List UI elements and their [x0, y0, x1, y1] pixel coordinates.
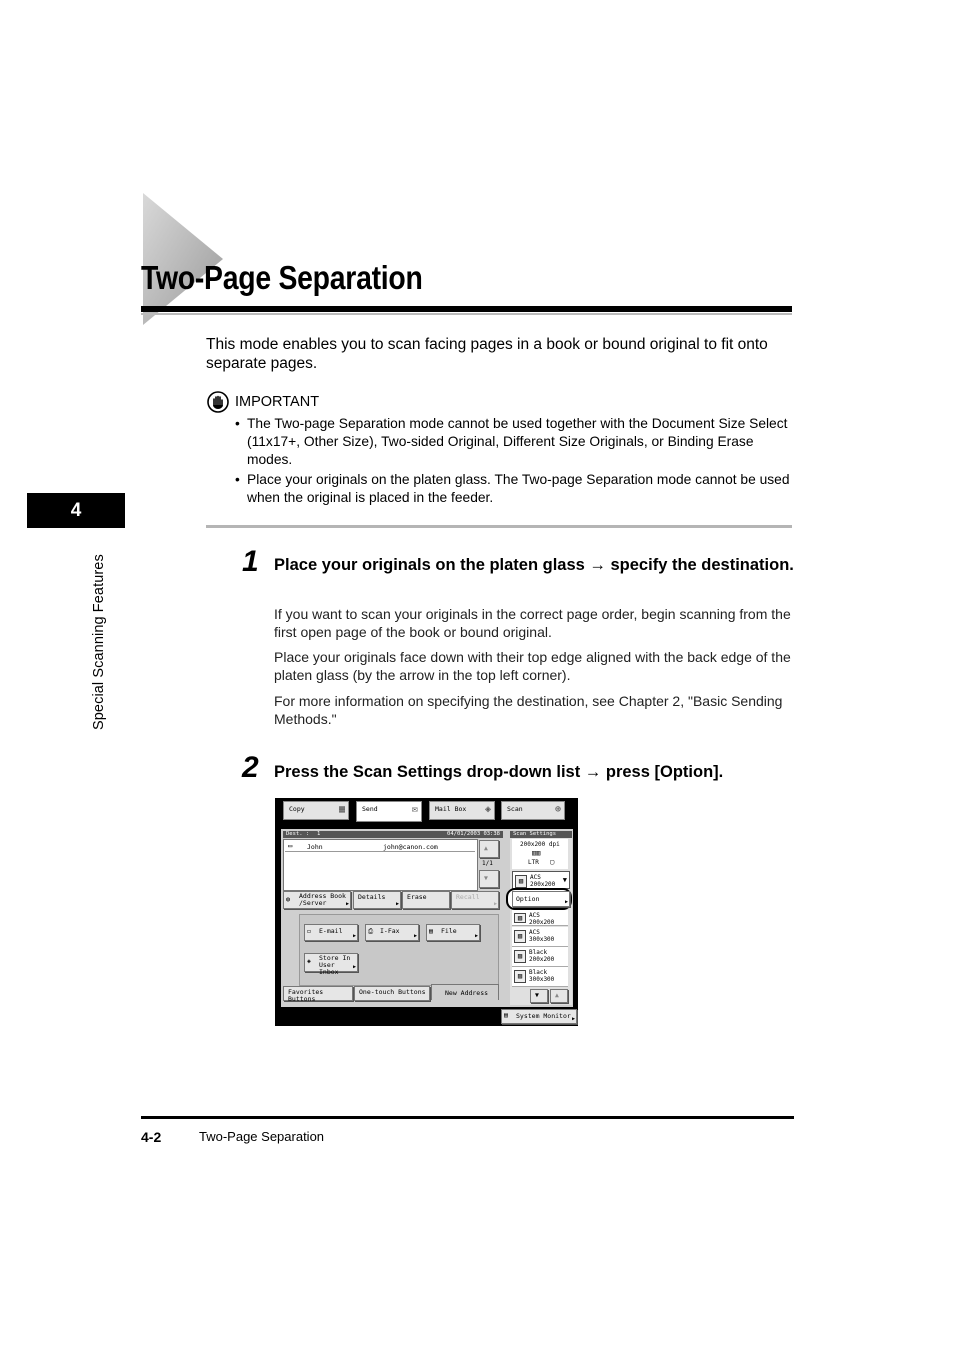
scan-setting-item[interactable]: [512, 910, 568, 926]
chapter-tab: [27, 493, 125, 528]
inbox-icon: ◈: [307, 957, 311, 965]
page-number: 4-2: [141, 1129, 162, 1145]
original-type-icon: ▥▥: [532, 849, 541, 857]
up-arrow-icon: ▲: [484, 844, 488, 852]
tab-send[interactable]: [356, 801, 422, 822]
destination-row[interactable]: [285, 841, 475, 852]
scan-setting-item[interactable]: [512, 947, 568, 967]
destination-list: [283, 839, 478, 891]
chapter-number: 4: [70, 499, 82, 521]
step-number: 1: [242, 545, 259, 578]
tab-label: Scan: [507, 805, 523, 813]
email-button[interactable]: [304, 924, 358, 941]
arrow-icon: ▶: [345, 901, 349, 907]
important-hand-icon: [207, 391, 229, 413]
step-paragraph: Place your originals face down with their top edge aligned with the back edge of the platen glass (by the arrow in the top left corner).: [274, 649, 791, 683]
dest-label: Dest. :: [286, 831, 310, 837]
file-icon: ▤: [429, 927, 433, 935]
tab-mail-box[interactable]: [429, 801, 495, 820]
button-label: Address Book /Server: [299, 892, 346, 907]
scroll-up-button[interactable]: [550, 989, 568, 1003]
arrow-icon: ▶: [564, 899, 568, 905]
item-label: ACS 300x300: [529, 929, 555, 943]
mailbox-icon: ◈: [484, 804, 491, 815]
book-icon: ◍: [286, 895, 290, 903]
acs-icon: ▧: [515, 875, 527, 888]
button-label: System Monitor: [516, 1012, 571, 1020]
title-rule: [141, 306, 792, 312]
footer-rule: [141, 1116, 794, 1119]
scan-setting-item[interactable]: [512, 927, 568, 947]
fax-icon: ⎙: [368, 927, 374, 935]
step-paragraph: For more information on specifying the destination, see Chapter 2, "Basic Sending Methods.": [274, 693, 783, 727]
orientation-icon: ▢: [550, 858, 555, 866]
up-arrow-icon: ▲: [555, 991, 559, 999]
button-label: Erase: [407, 893, 427, 901]
paper-size: LTR: [528, 859, 539, 866]
item-label: Black 200x200: [529, 949, 555, 963]
scan-settings-header: Scan Settings: [510, 831, 572, 838]
dropdown-value: ACS 200x200: [530, 874, 556, 888]
scan-settings-summary: [512, 839, 568, 869]
dropdown-arrow-icon: ▼: [562, 876, 567, 884]
arrow-icon: ▶: [571, 1016, 575, 1022]
resolution-value: 200x200 dpi: [520, 841, 560, 848]
scroll-up-button[interactable]: [479, 840, 499, 858]
system-monitor-button[interactable]: [501, 1009, 577, 1024]
monitor-icon: ▤: [504, 1011, 508, 1019]
ifax-button[interactable]: [365, 924, 419, 941]
important-bullet: [235, 471, 795, 507]
envelope-icon: ▭: [307, 927, 311, 935]
step-paragraph: If you want to scan your originals in the correct page order, begin scanning from the first open page of the book or bound original.: [274, 606, 791, 640]
button-label: File: [441, 927, 457, 935]
button-label: E-mail: [319, 927, 343, 935]
file-button[interactable]: [426, 924, 480, 941]
dest-header-bar: [283, 831, 503, 838]
favorites-buttons-tab[interactable]: [283, 986, 353, 1001]
send-main-panel: [281, 829, 573, 1007]
important-label: IMPORTANT: [235, 394, 320, 410]
arrow-icon: ▶: [352, 933, 356, 939]
title-rule-shadow: [141, 313, 792, 315]
black-icon: ▨: [514, 970, 526, 983]
arrow-icon: ▶: [413, 933, 417, 939]
tab-label: Favorites Buttons: [288, 988, 324, 1003]
acs-icon: ▧: [514, 930, 526, 943]
step-heading: Press the Scan Settings drop-down list → press [Option].: [274, 763, 724, 781]
arrow-icon: ▶: [474, 933, 478, 939]
section-divider: [206, 525, 792, 528]
step-number: 2: [242, 751, 259, 784]
down-arrow-icon: ▼: [535, 991, 539, 999]
tab-label: Copy: [289, 805, 305, 813]
bullet-dot: •: [235, 472, 240, 487]
dest-name: John: [307, 843, 323, 851]
acs-icon: ▧: [514, 913, 526, 923]
important-bullet-text: The Two-page Separation mode cannot be used together with the Document Size Select (11x17+, Other Size), Two-sided Original, Different Size Originals, or Binding Erase modes.: [247, 416, 788, 467]
erase-button[interactable]: [402, 891, 450, 909]
item-label: Black 300x300: [529, 969, 555, 983]
envelope-icon: ▭: [288, 842, 293, 850]
footer-title: Two-Page Separation: [199, 1129, 325, 1144]
button-label: Recall: [456, 893, 480, 901]
tab-label: New Address: [445, 989, 489, 997]
button-label: Option: [516, 895, 540, 903]
option-button[interactable]: [512, 891, 570, 907]
tab-label: Mail Box: [435, 805, 467, 813]
bullet-dot: •: [235, 416, 240, 431]
intro-text: This mode enables you to scan facing pages in a book or bound original to fit onto separate pages.: [206, 336, 768, 372]
tab-scan[interactable]: [501, 801, 565, 820]
down-arrow-icon: ▼: [484, 874, 488, 882]
scroll-down-button[interactable]: [479, 870, 499, 888]
page-title: Two-Page Separation: [141, 259, 423, 296]
page-indicator: 1/1: [482, 860, 493, 867]
tab-label: One-touch Buttons: [359, 988, 426, 996]
recall-button[interactable]: [451, 891, 499, 909]
copy-icon: ▦: [338, 804, 345, 815]
item-label: ACS 200x200: [529, 912, 555, 926]
scroll-down-button[interactable]: [530, 989, 548, 1003]
arrow-icon: ▶: [395, 901, 399, 907]
dest-email: john@canon.com: [383, 843, 438, 851]
important-bullet: [235, 415, 795, 469]
black-icon: ▨: [514, 950, 526, 963]
store-in-user-inbox-button[interactable]: [304, 953, 358, 976]
scan-icon: ⊕: [554, 804, 561, 815]
button-label: Store In User Inbox: [319, 954, 351, 976]
scan-settings-panel: [510, 831, 572, 1005]
send-screen-screenshot: [275, 798, 578, 1026]
button-label: I-Fax: [380, 927, 400, 935]
button-label: Details: [358, 893, 386, 901]
arrow-icon: ▶: [352, 964, 356, 970]
tab-label: Send: [362, 805, 378, 813]
address-book-button[interactable]: [283, 891, 351, 909]
new-address-tab[interactable]: [431, 984, 499, 1000]
one-touch-buttons-tab[interactable]: [354, 986, 430, 1001]
arrow-icon: ▶: [493, 901, 497, 907]
scan-setting-item[interactable]: [512, 967, 568, 987]
date-time: 04/01/2003 03:38: [447, 831, 500, 837]
send-icon: ✉: [411, 804, 418, 815]
scan-settings-dropdown[interactable]: [512, 871, 570, 889]
chapter-side-label: Special Scanning Features: [91, 554, 107, 730]
dest-count: 1: [317, 831, 321, 837]
important-bullet-text: Place your originals on the platen glass. The Two-page Separation mode cannot be used when the original is placed in the feeder.: [247, 472, 790, 505]
tab-copy[interactable]: [283, 801, 349, 820]
step-heading: Place your originals on the platen glass → specify the destination.: [274, 556, 794, 574]
details-button[interactable]: [353, 891, 401, 909]
